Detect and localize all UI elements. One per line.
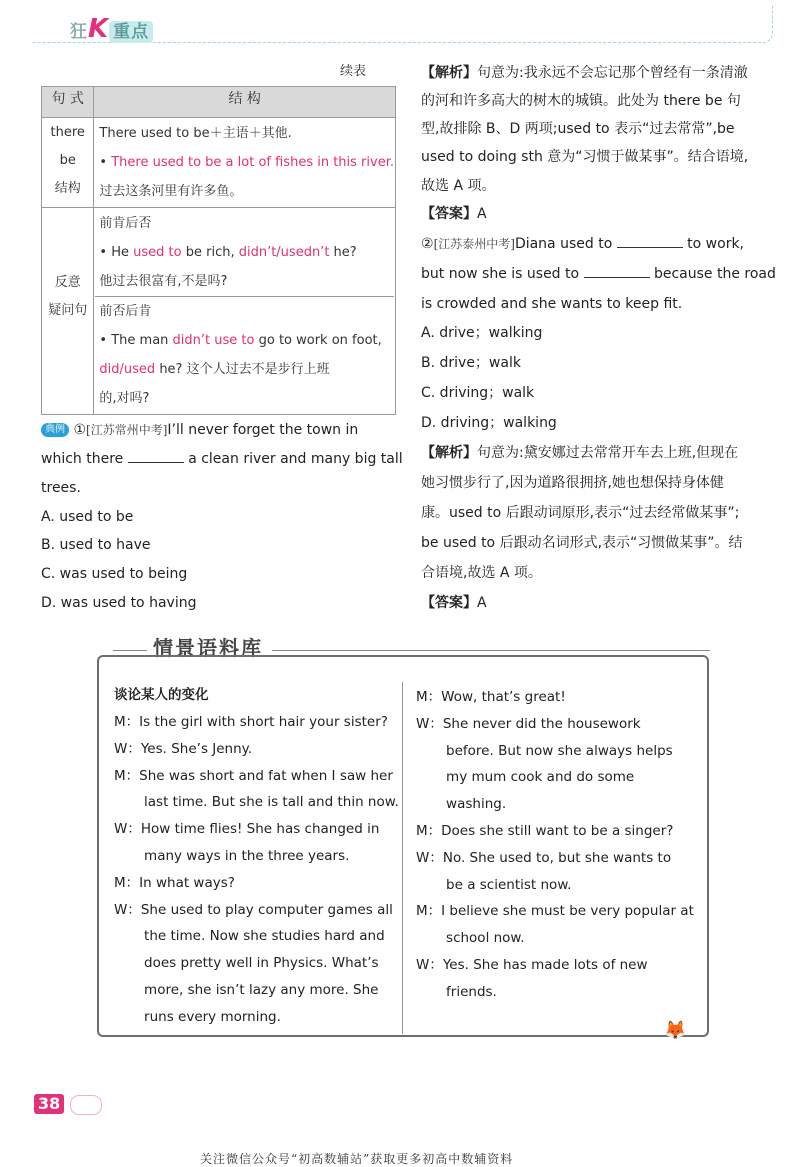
dialogue-line: school now. xyxy=(416,930,525,947)
table-row xyxy=(42,118,396,208)
table-head-structure: 结 构 xyxy=(94,87,396,118)
dialogue-line: the time. Now she studies hard and xyxy=(114,928,385,945)
dialogue-line: friends. xyxy=(416,983,497,1000)
dialogue-line: my mum cook and do some xyxy=(416,769,635,786)
dialogue-line: W：How time flies! She has changed in xyxy=(114,821,380,838)
dialogue-line: runs every morning. xyxy=(114,1008,281,1025)
analysis-1: 【解析】句意为:我永远不会忘记那个曾经有一条清澈 xyxy=(421,65,748,81)
row-content-there-be: There used to be＋主语＋其他. • There used to be a lot of fishes in this river. 过去这条河里有许多鱼。 xyxy=(94,118,396,208)
option-d: D. driving；walking xyxy=(421,415,557,431)
dialogue-line: M：I believe she must be very popular at xyxy=(416,903,694,920)
dialogue-line: washing. xyxy=(416,796,507,813)
example-question-1: 典例 ①[江苏常州中考]I’ll never forget the town in xyxy=(41,416,358,445)
answer-2: 【答案】A xyxy=(421,595,487,611)
example-sentence: • There used to be a lot of fishes in this river. xyxy=(95,148,394,177)
column-divider xyxy=(402,682,403,1034)
dialogue-line: M：Does she still want to be a singer? xyxy=(416,823,674,839)
answer-blank xyxy=(128,450,184,463)
answer-1: 【答案】A xyxy=(421,206,487,222)
option-d: D. was used to having xyxy=(41,595,197,611)
row-label-there-be: there be 结构 xyxy=(42,118,94,208)
option-c: C. was used to being xyxy=(41,566,188,582)
analysis-2: 【解析】句意为:黛安娜过去常常开车去上班,但现在 xyxy=(421,445,739,461)
dialogue-line: more, she isn’t lazy any more. She xyxy=(114,982,379,998)
page-number: 38 xyxy=(34,1094,64,1114)
dialogue-line: M：She was short and fat when I saw her xyxy=(114,767,393,784)
footer-note: 关注微信公众号“初高数辅站”获取更多初高中数辅资料 xyxy=(200,1152,514,1166)
fox-icon: 🦊 xyxy=(664,1020,687,1041)
scene-title: 情景语料库 xyxy=(153,636,263,660)
scene-topic: 谈论某人的变化 xyxy=(114,687,209,703)
dialogue-line: many ways in the three years. xyxy=(114,848,350,864)
structure-table xyxy=(41,86,396,415)
dialogue-line: W：She used to play computer games all xyxy=(114,901,393,918)
option-a: A. used to be xyxy=(41,509,134,525)
brand-logo: 狂K 重点 xyxy=(70,14,153,44)
row-content-tag-question: 前肯后否 • He used to be rich, didn’t/usedn’t he? 他过去很富有,不是吗? 前否后肯 • The man didn’t use to go to work on foot, did/used he? 这个人过去不是步行上班 的,对吗? xyxy=(94,208,396,415)
option-b: B. used to have xyxy=(41,537,151,553)
option-c: C. driving；walk xyxy=(421,385,535,401)
dialogue-line: M：Is the girl with short hair your sister? xyxy=(114,714,388,730)
answer-blank xyxy=(617,235,683,248)
answer-blank xyxy=(584,265,650,278)
option-b: B. drive；walk xyxy=(421,355,521,371)
dialogue-line: M：In what ways? xyxy=(114,874,235,891)
dialogue-line: M：Wow, that’s great! xyxy=(416,689,566,705)
dialogue-line: W：No. She used to, but she wants to xyxy=(416,849,672,866)
page-deco xyxy=(70,1095,102,1115)
row-label-tag-question: 反意 疑问句 xyxy=(42,208,94,415)
dialogue-line: be a scientist now. xyxy=(416,876,572,893)
example-tag: 典例 xyxy=(41,423,69,437)
dialogue-line: last time. But she is tall and thin now. xyxy=(114,794,399,811)
table-row xyxy=(42,208,396,415)
dialogue-line: W：Yes. She’s Jenny. xyxy=(114,740,253,757)
dialogue-line: W：She never did the housework xyxy=(416,715,641,732)
table-head-pattern: 句 式 xyxy=(42,87,94,118)
continued-label: 续表 xyxy=(340,64,367,79)
title-rule xyxy=(272,650,710,651)
option-a: A. drive；walking xyxy=(421,325,543,341)
title-rule xyxy=(113,650,147,651)
dialogue-line: before. But now she always helps xyxy=(416,742,673,759)
dialogue-line: does pretty well in Physics. What’s xyxy=(114,955,379,972)
dialogue-line: W：Yes. She has made lots of new xyxy=(416,957,648,973)
example-question-2: ②[江苏泰州中考]Diana used to to work, xyxy=(421,236,745,252)
